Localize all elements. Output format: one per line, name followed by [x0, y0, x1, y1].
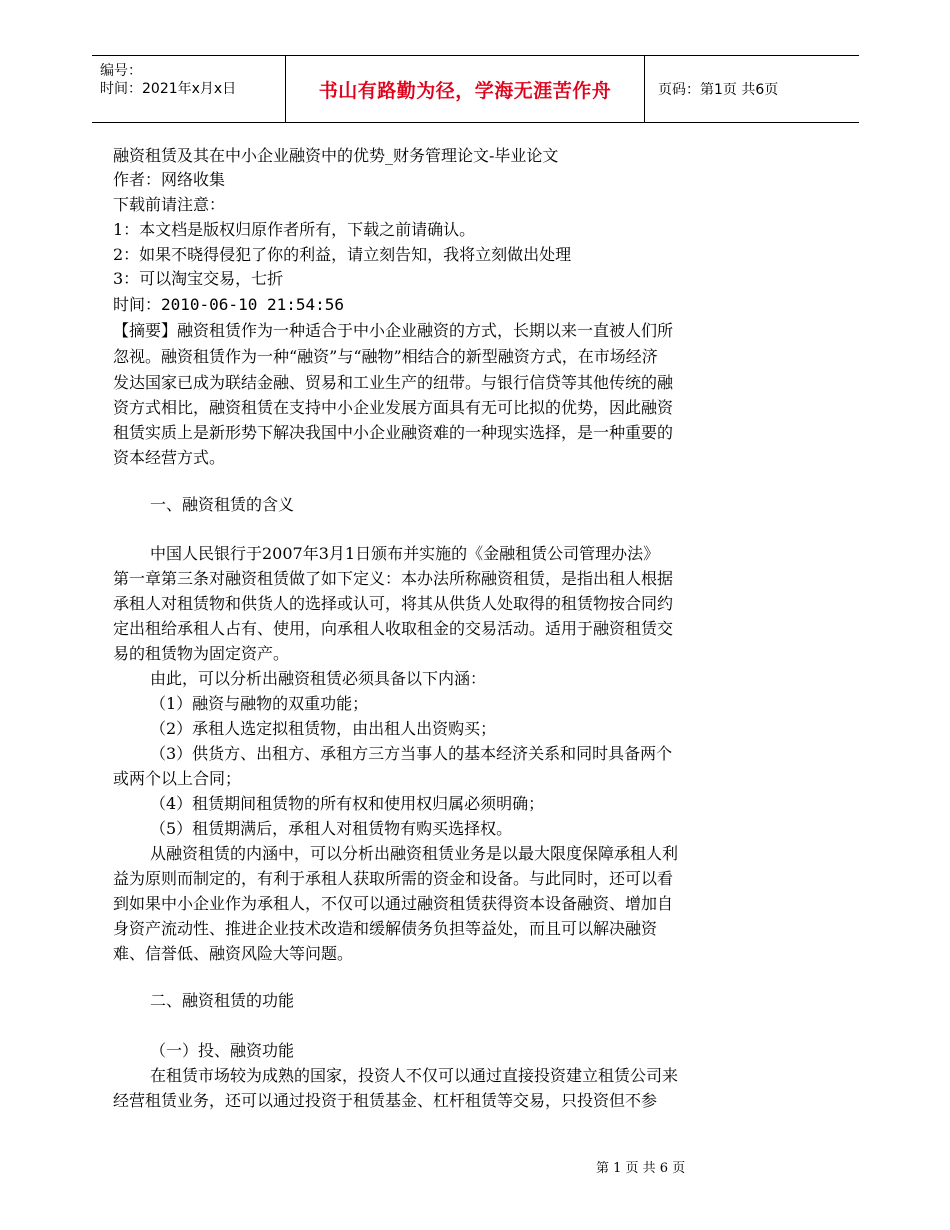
document-author: 作者：网络收集: [113, 170, 226, 189]
header-number-label: 编号：: [100, 63, 142, 79]
paragraph-line: 经营租赁业务，还可以通过投资于租赁基金、杠杆租赁等交易，只投资但不参: [113, 1091, 658, 1110]
paragraph-line: 中国人民银行于2007年3月1日颁布并实施的《金融租赁公司管理办法》: [150, 544, 660, 563]
list-item: （1）融资与融物的双重功能；: [150, 694, 369, 713]
abstract-line: 租赁实质上是新形势下解决我国中小企业融资难的一种现实选择，是一种重要的: [113, 423, 674, 442]
section-heading: 一、融资租赁的含义: [150, 495, 295, 514]
abstract-line: 【摘要】融资租赁作为一种适合于中小企业融资的方式，长期以来一直被人们所: [113, 321, 674, 340]
abstract-line: 忽视。融资租赁作为一种“融资”与“融物”相结合的新型融资方式，在市场经济: [113, 347, 658, 366]
abstract-line: 发达国家已成为联结金融、贸易和工业生产的纽带。与银行信贷等其他传统的融: [113, 373, 674, 392]
notice-heading: 下载前请注意：: [113, 195, 226, 214]
document-title: 融资租赁及其在中小企业融资中的优势_财务管理论文-毕业论文: [113, 146, 559, 165]
list-item: （4）租赁期间租赁物的所有权和使用权归属必须明确；: [150, 794, 545, 813]
abstract-line: 资方式相比，融资租赁在支持中小企业发展方面具有无可比拟的优势，因此融资: [113, 398, 674, 417]
header-page-cell: [644, 56, 859, 122]
document-time: 时间：2010-06-10 21:54:56: [113, 295, 345, 314]
paragraph-line: 益为原则而制定的，有利于承租人获取所需的资金和设备。与此同时，还可以看: [113, 869, 674, 888]
paragraph-line: 承租人对租赁物和供货人的选择或认可，将其从供货人处取得的租赁物按合同约: [113, 594, 674, 613]
paragraph-line: 到如果中小企业作为承租人，不仅可以通过融资租赁获得资本设备融资、增加自: [113, 894, 674, 913]
paragraph-line: 难、信誉低、融资风险大等问题。: [113, 944, 354, 963]
list-item: （5）租赁期满后，承租人对租赁物有购买选择权。: [150, 819, 513, 838]
header-table: [92, 55, 859, 123]
notice-item-1: 1：本文档是版权归原作者所有，下载之前请确认。: [113, 220, 476, 239]
header-page-info: 页码：第1页 共6页: [658, 82, 779, 98]
notice-item-2: 2：如果不晓得侵犯了你的利益，请立刻告知，我将立刻做出处理: [113, 245, 572, 264]
header-motto-cell: [285, 56, 645, 122]
subsection-heading: （一）投、融资功能: [150, 1041, 295, 1060]
paragraph-line: 由此，可以分析出融资租赁必须具备以下内涵：: [150, 669, 487, 688]
paragraph-line: 第一章第三条对融资租赁做了如下定义：本办法所称融资租赁，是指出租人根据: [113, 569, 674, 588]
paragraph-line: 定出租给承租人占有、使用，向承租人收取租金的交易活动。适用于融资租赁交: [113, 619, 674, 638]
list-item: 或两个以上合同；: [113, 769, 242, 788]
paragraph-line: 易的租赁物为固定资产。: [113, 644, 290, 663]
page-footer: 第 1 页 共 6 页: [596, 1161, 686, 1176]
paragraph-line: 身资产流动性、推进企业技术改造和缓解债务负担等益处，而且可以解决融资: [113, 919, 658, 938]
header-left-cell: [92, 56, 285, 122]
list-item: （2）承租人选定拟租赁物，由出租人出资购买；: [150, 719, 497, 738]
abstract-line: 资本经营方式。: [113, 448, 226, 467]
notice-item-3: 3：可以淘宝交易，七折: [113, 269, 284, 288]
header-motto: 书山有路勤为径，学海无涯苦作舟: [318, 79, 612, 102]
list-item: （3）供货方、出租方、承租方三方当事人的基本经济关系和同时具备两个: [150, 744, 673, 763]
paragraph-line: 从融资租赁的内涵中，可以分析出融资租赁业务是以最大限度保障承租人利: [150, 844, 679, 863]
paragraph-line: 在租赁市场较为成熟的国家，投资人不仅可以通过直接投资建立租赁公司来: [150, 1066, 679, 1085]
section-heading: 二、融资租赁的功能: [150, 991, 295, 1010]
header-time-label: 时间：2021年x月x日: [100, 81, 237, 97]
